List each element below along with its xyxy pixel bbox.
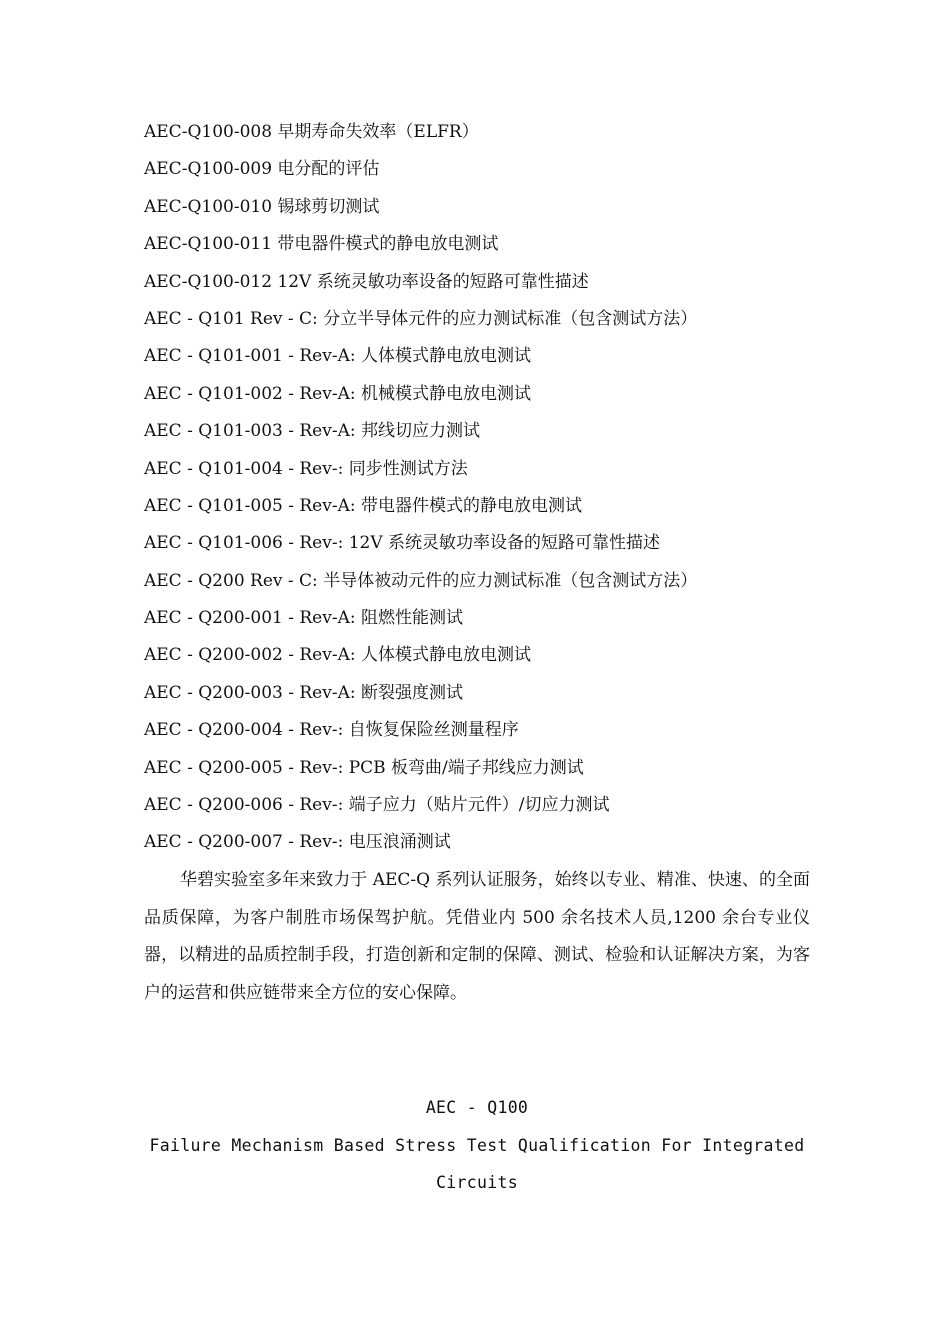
list-item: AEC-Q100-008 早期寿命失效率（ELFR） [144, 122, 479, 142]
section-title-line: Circuits [436, 1173, 518, 1192]
standards-list [144, 118, 824, 866]
list-item: AEC - Q200-003 - Rev-A: 断裂强度测试 [144, 682, 463, 703]
list-item: AEC - Q200-002 - Rev-A: 人体模式静电放电测试 [144, 645, 531, 666]
list-item: AEC - Q200-001 - Rev-A: 阻燃性能测试 [144, 608, 463, 629]
list-item: AEC - Q101-006 - Rev-: 12V 系统灵敏功率设备的短路可靠性描述 [144, 533, 661, 554]
list-item: AEC - Q200-005 - Rev-: PCB 板弯曲/端子邦线应力测试 [144, 757, 584, 778]
list-item: AEC - Q200 Rev - C: 半导体被动元件的应力测试标准（包含测试方法） [144, 570, 698, 591]
list-item: AEC - Q101 Rev - C: 分立半导体元件的应力测试标准（包含测试方法） [144, 308, 698, 329]
section-title [144, 1089, 810, 1202]
list-item: AEC - Q200-006 - Rev-: 端子应力（贴片元件）/切应力测试 [144, 795, 610, 816]
list-item: AEC-Q100-012 12V 系统灵敏功率设备的短路可靠性描述 [144, 271, 589, 292]
list-item: AEC-Q100-011 带电器件模式的静电放电测试 [144, 234, 499, 255]
list-item: AEC - Q101-001 - Rev-A: 人体模式静电放电测试 [144, 346, 531, 367]
section-title-line: Failure Mechanism Based Stress Test Qualification For Integrated [149, 1135, 805, 1155]
list-item: AEC - Q101-002 - Rev-A: 机械模式静电放电测试 [144, 383, 531, 404]
section-title-code: AEC - Q100 [425, 1098, 529, 1117]
list-item: AEC - Q101-005 - Rev-A: 带电器件模式的静电放电测试 [144, 495, 582, 516]
company-paragraph: 华碧实验室多年来致力于 AEC-Q 系列认证服务，始终以专业、精准、快速、的全面品质保障，为客户制胜市场保驾护航。凭借业内 500 余名技术人员,1200 余台专业仪器，以精进的品质控制手段，打造创新和定制的保障、测试、检验和认证解决方案，为客户的运营和供应链带来全方位的安心保障。 [144, 870, 810, 1003]
list-item: AEC - Q200-007 - Rev-: 电压浪涌测试 [144, 832, 451, 853]
list-item: AEC - Q101-003 - Rev-A: 邦线切应力测试 [144, 421, 480, 442]
list-item: AEC-Q100-010 锡球剪切测试 [144, 196, 380, 217]
list-item: AEC - Q101-004 - Rev-: 同步性测试方法 [144, 458, 468, 479]
list-item: AEC-Q100-009 电分配的评估 [144, 159, 380, 180]
list-item: AEC - Q200-004 - Rev-: 自恢复保险丝测量程序 [144, 720, 519, 741]
